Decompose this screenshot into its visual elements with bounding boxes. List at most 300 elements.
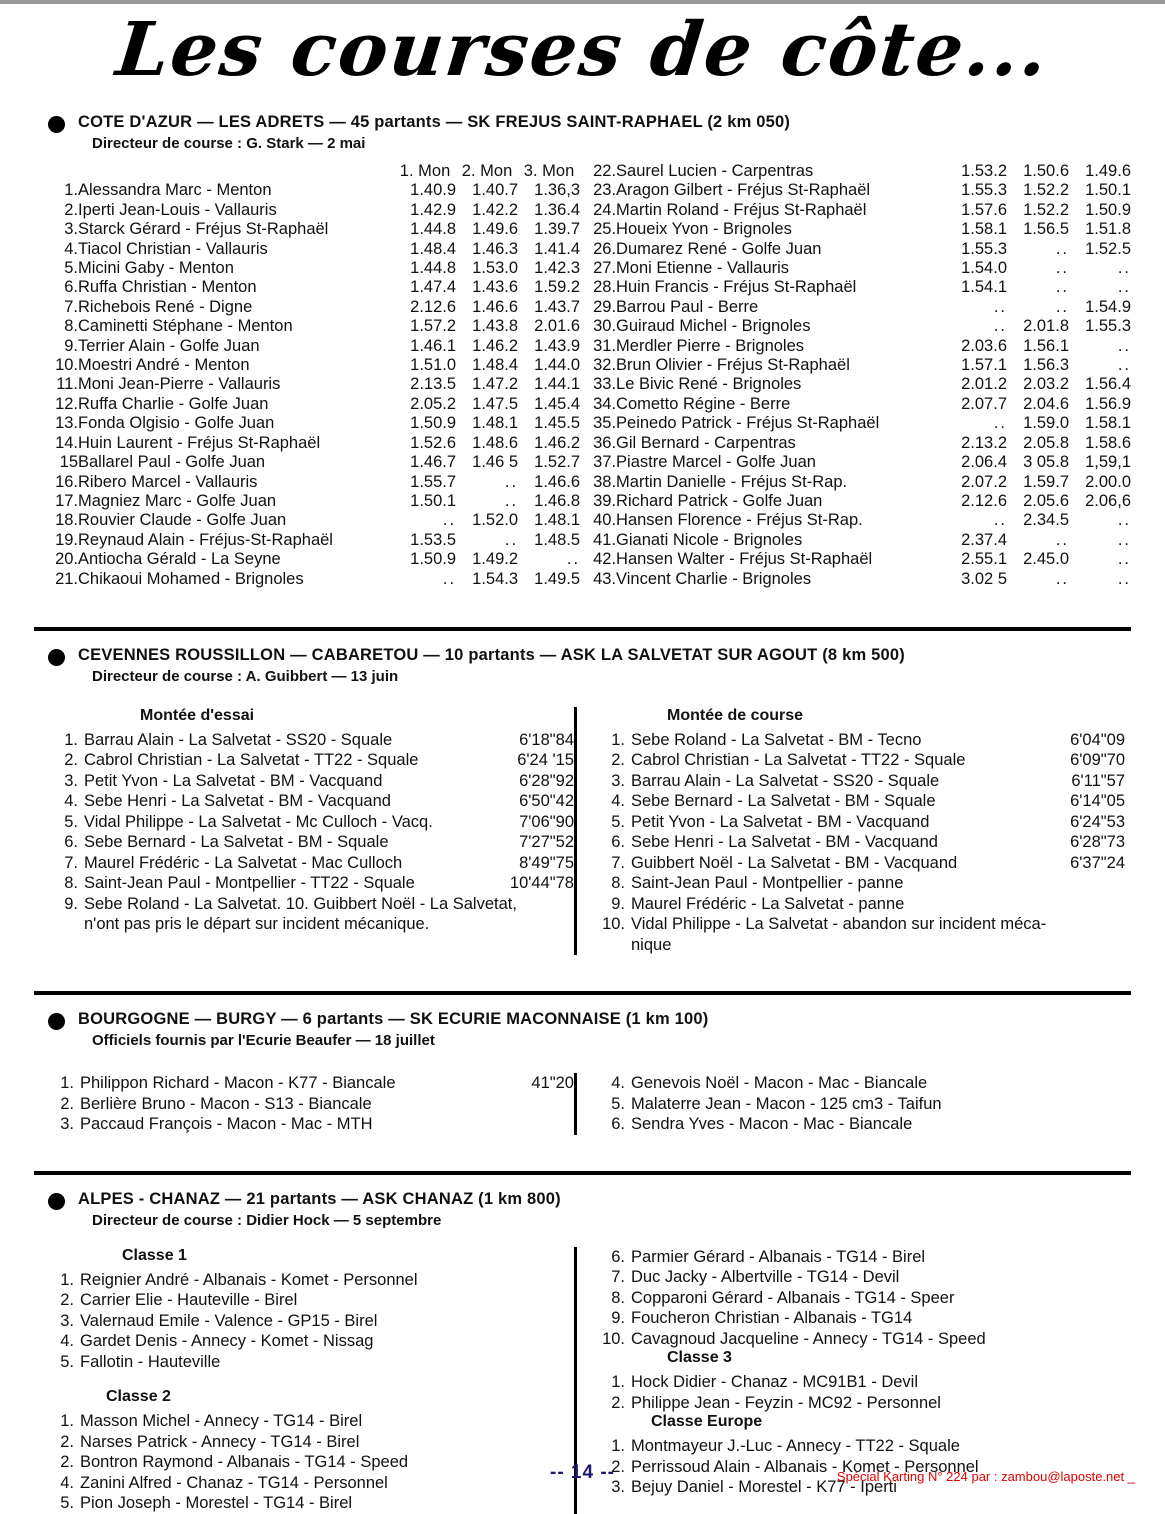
competitor-name: Micini Gaby - Menton — [78, 259, 234, 278]
rank-number: 34. — [593, 394, 617, 413]
rank-number: 2. — [611, 751, 625, 770]
result-time: .. — [1117, 259, 1131, 278]
competitor-name: Sebe Roland - La Salvetat - BM - Tecno — [631, 730, 922, 749]
rank-number: 35. — [593, 414, 617, 433]
list-item — [595, 1094, 1125, 1115]
result-time: 1.42.2 — [472, 200, 519, 219]
competitor-name: Zanini Alfred - Chanaz - TG14 - Personnel — [80, 1473, 388, 1492]
competitor-name: Maurel Frédéric - La Salvetat - panne — [631, 894, 905, 913]
competitor-name: Sebe Bernard - La Salvetat - BM - Squale — [84, 833, 389, 852]
credit-line — [837, 1469, 1135, 1484]
result-time: 1.36,3 — [534, 181, 581, 200]
list-item — [48, 832, 574, 853]
table-row — [586, 511, 1131, 530]
table-row — [586, 201, 1131, 220]
rank-number: 14. — [55, 433, 78, 452]
result-time: 1.56.5 — [1023, 220, 1069, 239]
competitor-name: Berlière Bruno - Macon - S13 - Biancale — [80, 1094, 372, 1113]
result-time: 1.50.1 — [1085, 181, 1131, 200]
competitor-name: Bejuy Daniel - Morestel - K77 - Iperti — [631, 1478, 897, 1497]
bullet-icon — [48, 116, 65, 133]
result-time: 1.57.2 — [410, 317, 457, 336]
competitor-name: Merdler Pierre - Brignoles — [616, 336, 805, 355]
rank-number: 10. — [602, 1329, 625, 1348]
list-item — [48, 771, 574, 792]
competitor-name: Philippe Jean - Feyzin - MC92 - Personnel — [631, 1393, 941, 1412]
competitor-name: Dumarez René - Golfe Juan — [616, 239, 822, 258]
competitor-name: Le Bivic René - Brignoles — [616, 375, 802, 394]
result-time: 1.47.2 — [472, 375, 519, 394]
result-time — [1023, 873, 1125, 894]
rank-number: 26. — [593, 239, 617, 258]
section-title: CEVENNES ROUSSILLON — CABARETOU — 10 partants — ASK LA SALVETAT SUR AGOUT (8 km 500) — [78, 645, 905, 664]
classe-2-heading: Classe 2 — [106, 1388, 171, 1406]
competitor-name: Duc Jacky - Albertville - TG14 - Devil — [631, 1268, 900, 1287]
result-time: .. — [504, 491, 519, 510]
result-time: .. — [442, 511, 457, 530]
result-time: 7'27"52 — [519, 833, 574, 852]
result-time: 2.55.1 — [961, 550, 1007, 569]
rank-number: 5. — [60, 1494, 74, 1513]
result-time: .. — [1055, 297, 1069, 316]
rank-number: 7. — [64, 297, 78, 316]
table-row — [586, 434, 1131, 453]
result-time: 6'18"84 — [519, 730, 574, 749]
rank-number: 8. — [64, 317, 78, 336]
result-time: 3 05.8 — [1023, 453, 1069, 472]
list-item — [595, 730, 1125, 751]
result-time: 6'14"05 — [1070, 792, 1125, 811]
result-time: 1.53.2 — [961, 162, 1007, 180]
result-time: .. — [1117, 356, 1131, 375]
bourgogne-column-right — [577, 1073, 1125, 1135]
rank-number: 23. — [593, 181, 617, 200]
table-row — [586, 317, 1131, 336]
competitor-name: Guiraud Michel - Brignoles — [616, 317, 811, 336]
result-time: 8'49"75 — [519, 853, 574, 872]
competitor-name: Barrau Alain - La Salvetat - SS20 - Squale — [84, 730, 393, 749]
result-time: 1.56.4 — [1085, 375, 1131, 394]
list-item — [44, 1114, 574, 1135]
competitor-name: Sendra Yves - Macon - Mac - Biancale — [631, 1115, 913, 1134]
table-row — [586, 220, 1131, 239]
result-time: 2.05.2 — [410, 394, 457, 413]
result-time: .. — [1055, 259, 1069, 278]
table-row — [586, 278, 1131, 297]
result-time: .. — [1055, 569, 1069, 588]
result-time: 2.07.7 — [961, 394, 1007, 413]
list-item — [595, 1329, 1125, 1350]
result-time: 2.12.6 — [410, 297, 457, 316]
table-row — [586, 375, 1131, 394]
result-time: 1.55.3 — [1085, 317, 1131, 336]
result-time: 2.01.8 — [1023, 317, 1069, 336]
result-time: 2.04.6 — [1023, 394, 1069, 413]
table-row — [586, 259, 1131, 278]
competitor-name: Houeix Yvon - Brignoles — [616, 220, 792, 239]
competitor-name: Ballarel Paul - Golfe Juan — [78, 453, 266, 472]
result-time: 1.44.8 — [410, 259, 457, 278]
rank-number: 3. — [60, 1311, 74, 1330]
rank-number: 9. — [611, 894, 625, 913]
rank-number: 8. — [64, 874, 78, 893]
competitor-name: Brun Olivier - Fréjus St-Raphaël — [616, 356, 850, 375]
table-row — [586, 414, 1131, 433]
list-item — [595, 914, 1125, 935]
competitor-name: Cabrol Christian - La Salvetat - TT22 - Squale — [84, 751, 419, 770]
section-divider — [34, 991, 1131, 995]
result-time: 1.46.7 — [410, 453, 457, 472]
competitor-name: Starck Gérard - Fréjus St-Raphaël — [78, 220, 329, 239]
result-time: 2.01.2 — [961, 375, 1007, 394]
competitor-name: Vidal Philippe - La Salvetat - abandon sur incident méca- — [631, 915, 1047, 934]
competitor-name: Reignier André - Albanais - Komet - Personnel — [80, 1270, 418, 1289]
result-time: 1.45.5 — [534, 414, 581, 433]
result-time: 1.52.6 — [410, 433, 457, 452]
rank-number: 42. — [593, 550, 617, 569]
table-row — [586, 298, 1131, 317]
list-item — [44, 1073, 574, 1094]
table-row — [586, 337, 1131, 356]
competitor-name: Richard Patrick - Golfe Juan — [616, 491, 823, 510]
result-time: 1.43.9 — [534, 336, 581, 355]
section-header — [34, 1189, 1131, 1231]
competitor-name: Parmier Gérard - Albanais - TG14 - Birel — [631, 1247, 926, 1266]
competitor-name: Hock Didier - Chanaz - MC91B1 - Devil — [631, 1373, 919, 1392]
rank-number: 4. — [60, 1332, 74, 1351]
result-time: 1.49.2 — [472, 550, 519, 569]
result-time: 1.55.3 — [961, 239, 1007, 258]
result-time: 2.45.0 — [1023, 550, 1069, 569]
competitor-name: Moestri André - Menton — [78, 356, 250, 375]
result-time: 1.51.8 — [1085, 220, 1131, 239]
result-time: 1.54.0 — [961, 259, 1007, 278]
table-row — [586, 473, 1131, 492]
rank-number: 4. — [64, 792, 78, 811]
result-time: 1.52.2 — [1023, 200, 1069, 219]
result-time: 1.50.9 — [1085, 200, 1131, 219]
result-time: 1.49.5 — [534, 569, 581, 588]
table-row — [48, 278, 580, 297]
list-item — [44, 1094, 574, 1115]
competitor-name: Saint-Jean Paul - Montpellier - panne — [631, 874, 904, 893]
list-item — [48, 730, 574, 751]
rank-number: 2. — [60, 1453, 74, 1472]
rank-number: 1. — [60, 1074, 74, 1093]
result-time: .. — [1117, 336, 1131, 355]
result-time: 1.45.4 — [534, 394, 581, 413]
result-time — [474, 1094, 574, 1115]
rank-number: 32. — [593, 356, 617, 375]
table-row — [48, 317, 580, 336]
rank-number: 12. — [55, 394, 78, 413]
list-item — [44, 1493, 574, 1514]
competitor-name: Sebe Roland - La Salvetat. 10. Guibbert Noël - La Salvetat, — [84, 894, 517, 913]
competitor-name: Ruffa Christian - Menton — [78, 278, 257, 297]
rank-number: 19. — [55, 530, 78, 549]
results-table-right — [586, 162, 1131, 589]
result-time: 1.44.8 — [410, 220, 457, 239]
rank-number: 8. — [611, 1288, 625, 1307]
list-item — [44, 1352, 574, 1373]
table-row — [586, 162, 1131, 181]
result-time: .. — [993, 317, 1007, 336]
result-time: .. — [1117, 569, 1131, 588]
list-item — [48, 873, 574, 894]
results-column-left — [34, 162, 580, 589]
result-time: 1.54.3 — [472, 569, 519, 588]
table-row — [48, 395, 580, 414]
result-time: 1.43.8 — [472, 317, 519, 336]
result-time: 1.50.9 — [410, 550, 457, 569]
result-time: 1.40.7 — [472, 181, 519, 200]
competitor-name: Piastre Marcel - Golfe Juan — [616, 453, 816, 472]
competitor-name: Sebe Bernard - La Salvetat - BM - Squale — [631, 792, 936, 811]
section-header — [34, 1009, 1131, 1051]
col-header-run2: 2. Mon — [461, 162, 513, 180]
result-time: .. — [504, 472, 519, 491]
list-item — [595, 1436, 1125, 1457]
rank-number: 29. — [593, 297, 617, 316]
rank-number: 2. — [60, 1432, 74, 1451]
competitor-name: Valernaud Emile - Valence - GP15 - Birel — [80, 1311, 378, 1330]
result-time: 1.59.7 — [1023, 472, 1069, 491]
result-time: 1.56.3 — [1023, 356, 1069, 375]
rank-number: 3. — [611, 771, 625, 790]
table-row — [48, 375, 580, 394]
result-time: 1.58.6 — [1085, 433, 1131, 452]
competitor-name: Fonda Olgisio - Golfe Juan — [78, 414, 275, 433]
competitor-name: Ribero Marcel - Vallauris — [78, 472, 258, 491]
list-item — [595, 812, 1125, 833]
rank-number: 37. — [593, 453, 617, 472]
result-time: .. — [442, 569, 457, 588]
rank-number: 18. — [55, 511, 78, 530]
result-time: 1.42.9 — [410, 200, 457, 219]
competitor-name: Malaterre Jean - Macon - 125 cm3 - Taifun — [631, 1094, 942, 1113]
competitor-name: Antiocha Gérald - La Seyne — [78, 550, 281, 569]
result-time: 1.42.3 — [534, 259, 581, 278]
bullet-icon — [48, 1013, 65, 1030]
result-time: 1.52.7 — [534, 453, 581, 472]
rank-number: 15 — [59, 453, 78, 472]
rank-number: 5. — [611, 1094, 625, 1113]
result-time: 1.56.1 — [1023, 336, 1069, 355]
competitor-name: Martin Roland - Fréjus St-Raphaël — [616, 200, 867, 219]
list-item — [44, 1331, 574, 1352]
list-item — [44, 1311, 574, 1332]
result-time: 1.48.5 — [534, 530, 581, 549]
competitor-name: Terrier Alain - Golfe Juan — [78, 336, 260, 355]
rank-number: 13. — [55, 414, 78, 433]
competitor-name: Rouvier Claude - Golfe Juan — [78, 511, 287, 530]
rank-number: 5. — [60, 1352, 74, 1371]
competitor-name: Tiacol Christian - Vallauris — [78, 239, 268, 258]
montee-essai-heading: Montée d'essai — [140, 706, 255, 724]
rank-number: 9. — [64, 336, 78, 355]
rank-number: 3. — [64, 771, 78, 790]
result-time: 1.46.8 — [534, 491, 581, 510]
rank-number: 4. — [64, 239, 78, 258]
competitor-name: Petit Yvon - La Salvetat - BM - Vacquand — [631, 812, 930, 831]
rank-number: 17. — [55, 491, 78, 510]
section-title: COTE D'AZUR — LES ADRETS — 45 partants — SK FREJUS SAINT-RAPHAEL (2 km 050) — [78, 113, 791, 131]
list-item — [595, 894, 1125, 915]
competitor-name: Paccaud François - Macon - Mac - MTH — [80, 1115, 373, 1134]
rank-number: 1. — [611, 1373, 625, 1392]
competitor-name: Martin Danielle - Fréjus St-Rap. — [616, 472, 848, 491]
competitor-name: Guibbert Noël - La Salvetat - BM - Vacquand — [631, 853, 958, 872]
rank-number: 40. — [593, 511, 617, 530]
result-time: .. — [1117, 511, 1131, 530]
credit-tail: _ — [1127, 1469, 1135, 1484]
classe-1-heading: Classe 1 — [122, 1246, 187, 1264]
section-cevennes-roussillon — [34, 645, 1131, 956]
rank-number: 39. — [593, 491, 617, 510]
table-row — [48, 220, 580, 239]
page-number: -- 14 -- — [550, 1462, 615, 1483]
table-row — [586, 453, 1131, 472]
rank-number: 3. — [60, 1115, 74, 1134]
result-time: 1.46 5 — [472, 453, 519, 472]
result-time: 1.58.1 — [1085, 414, 1131, 433]
competitor-name: Saint-Jean Paul - Montpellier - TT22 - Squale — [84, 874, 415, 893]
competitor-name: Masson Michel - Annecy - TG14 - Birel — [80, 1412, 363, 1431]
competitor-name: Moni Etienne - Vallauris — [616, 259, 790, 278]
rank-number: 9. — [611, 1309, 625, 1328]
rank-number: 28. — [593, 278, 617, 297]
table-row — [48, 337, 580, 356]
result-time: 1.52.0 — [472, 511, 519, 530]
rank-number: 24. — [593, 200, 617, 219]
list-item — [595, 1308, 1125, 1329]
result-time: 2.03.6 — [961, 336, 1007, 355]
result-time: 1.54.1 — [961, 278, 1007, 297]
col-header-run1: 1. Mon — [399, 162, 451, 180]
rank-number: 4. — [611, 1074, 625, 1093]
result-time: 7'06"90 — [519, 812, 574, 831]
competitor-name: Barrau Alain - La Salvetat - SS20 - Squale — [631, 771, 940, 790]
table-row — [48, 570, 580, 589]
result-time: 6'28"73 — [1070, 833, 1125, 852]
rank-number: 3. — [64, 220, 78, 239]
result-time: 2.34.5 — [1023, 511, 1069, 530]
result-time: .. — [993, 414, 1007, 433]
result-time: 2.05.6 — [1023, 491, 1069, 510]
result-time: 1.56.9 — [1085, 394, 1131, 413]
result-time: 2.07.2 — [961, 472, 1007, 491]
list-item — [48, 853, 574, 874]
competitor-name: Hansen Walter - Fréjus St-Raphaël — [616, 550, 873, 569]
result-time: 1.49.6 — [1085, 162, 1131, 180]
section-subtitle: Directeur de course : G. Stark — 2 mai — [92, 135, 366, 152]
table-row — [586, 531, 1131, 550]
rank-number: 10. — [55, 356, 78, 375]
section-body — [34, 1073, 1131, 1135]
result-time: 6'37"24 — [1070, 853, 1125, 872]
result-time: 1.44.0 — [534, 356, 581, 375]
list-item — [595, 1267, 1125, 1288]
result-time: 10'44"78 — [509, 874, 574, 893]
table-row — [48, 550, 580, 569]
result-time: 2.13.2 — [961, 433, 1007, 452]
result-time: 3.02 5 — [961, 569, 1007, 588]
result-time: 1.43.7 — [534, 297, 581, 316]
competitor-name: Gil Bernard - Carpentras — [616, 433, 796, 452]
table-row — [586, 356, 1131, 375]
table-row — [48, 531, 580, 550]
table-row — [48, 259, 580, 278]
list-item — [595, 1114, 1125, 1135]
result-time: 2.05.8 — [1023, 433, 1069, 452]
result-time — [474, 1114, 574, 1135]
table-row — [586, 492, 1131, 511]
result-time: 1.59.0 — [1023, 414, 1069, 433]
list-item — [48, 812, 574, 833]
list-item — [595, 1372, 1125, 1393]
result-time: 1.55.7 — [410, 472, 457, 491]
list-item — [48, 894, 574, 915]
credit-text: Spécial Karting N° 224 par : zambou@laposte.net — [836, 1469, 1125, 1484]
table-row — [586, 181, 1131, 200]
list-item — [595, 1247, 1125, 1268]
competitor-name: Carrier Elie - Hauteville - Birel — [80, 1291, 298, 1310]
montee-course-column — [577, 707, 1125, 956]
result-time: 1.47.5 — [472, 394, 519, 413]
table-header-row — [48, 162, 580, 181]
rank-number: 5. — [64, 812, 78, 831]
result-time: 1.53.5 — [410, 530, 457, 549]
list-item — [44, 1290, 574, 1311]
list-item — [48, 750, 574, 771]
result-time: 1.41.4 — [534, 239, 581, 258]
rank-number: 2. — [60, 1291, 74, 1310]
competitor-name: Saurel Lucien - Carpentras — [616, 162, 814, 180]
competitor-name: Huin Laurent - Fréjus St-Raphaël — [78, 433, 321, 452]
rank-number: 1. — [611, 730, 625, 749]
result-time: 1.48.1 — [534, 511, 581, 530]
montee-course-note: nique — [631, 935, 672, 954]
result-time: 1.51.0 — [410, 356, 457, 375]
table-row — [48, 473, 580, 492]
competitor-name: Foucheron Christian - Albanais - TG14 — [631, 1309, 913, 1328]
result-time: 1.46.2 — [472, 336, 519, 355]
result-time: 1.57.6 — [961, 200, 1007, 219]
result-time: 2.12.6 — [961, 491, 1007, 510]
classe-europe-heading: Classe Europe — [651, 1413, 763, 1431]
competitor-name: Sebe Henri - La Salvetat - BM - Vacquand — [84, 792, 391, 811]
rank-number: 20. — [55, 550, 78, 569]
table-row — [48, 414, 580, 433]
competitor-name: Vidal Philippe - La Salvetat - Mc Culloch - Vacq. — [84, 812, 433, 831]
list-item — [44, 1432, 574, 1453]
result-time: .. — [993, 511, 1007, 530]
spacer — [44, 1372, 574, 1388]
rank-number: 38. — [593, 472, 617, 491]
result-time: .. — [993, 297, 1007, 316]
result-time: 1.52.2 — [1023, 181, 1069, 200]
result-time: 2.01.6 — [534, 317, 581, 336]
competitor-name: Copparoni Gérard - Albanais - TG14 - Speer — [631, 1288, 955, 1307]
results-table-left — [48, 162, 580, 589]
rank-number: 2. — [611, 1457, 625, 1476]
result-time: .. — [1055, 278, 1069, 297]
competitor-name: Narses Patrick - Annecy - TG14 - Birel — [80, 1432, 360, 1451]
competitor-name: Cabrol Christian - La Salvetat - TT22 - Squale — [631, 751, 966, 770]
result-time: 1,59,1 — [1085, 453, 1131, 472]
result-time: 1.36.4 — [534, 200, 581, 219]
rank-number: 1. — [64, 181, 78, 200]
